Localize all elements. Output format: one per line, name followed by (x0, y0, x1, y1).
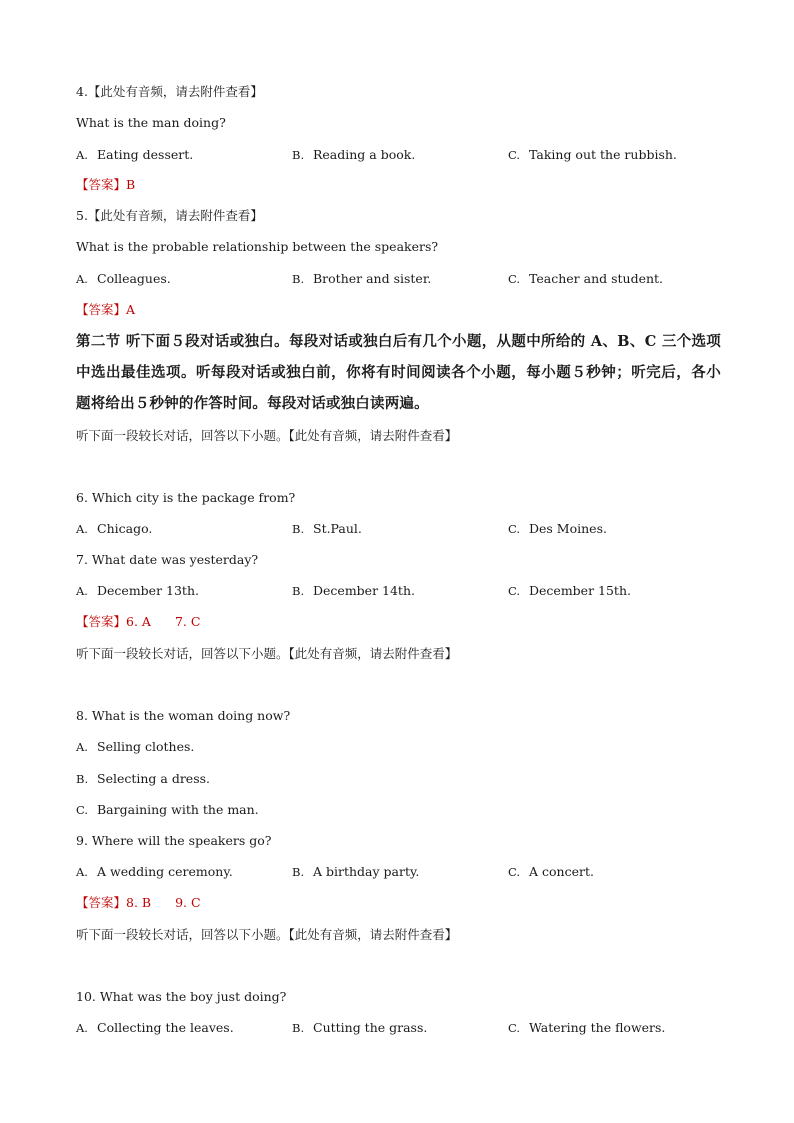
option-label: A. (76, 148, 88, 162)
group3-intro: 听下面一段较长对话，回答以下小题。【此处有音频，请去附件查看】 (76, 927, 458, 942)
q5-question: What is the probable relationship between the speakers? (76, 239, 439, 254)
q5-option-a (76, 271, 171, 287)
option-label: B. (292, 522, 305, 536)
option-text: A concert. (529, 864, 594, 879)
q6-options (76, 521, 736, 537)
option-text: Eating dessert. (97, 147, 194, 162)
option-text: A birthday party. (313, 864, 420, 879)
option-label: B. (76, 772, 89, 786)
q7-option-b (292, 583, 415, 599)
q7-option-a (76, 583, 199, 599)
q4-option-c (508, 147, 677, 163)
option-text: Selling clothes. (97, 739, 195, 754)
option-label: C. (508, 584, 521, 598)
option-text: December 15th. (529, 583, 631, 598)
option-label: C. (508, 148, 521, 162)
answer-tag: 【答案】 (76, 302, 127, 317)
q8-option-c (76, 802, 259, 818)
q7-question: 7. What date was yesterday? (76, 552, 259, 567)
q4-answer (76, 177, 135, 193)
option-text: December 14th. (313, 583, 415, 598)
option-label: C. (508, 1021, 521, 1035)
option-label: C. (508, 522, 521, 536)
q4-option-a (76, 147, 193, 163)
q9-options (76, 864, 736, 880)
q9-option-b (292, 864, 419, 880)
option-label: B. (292, 272, 305, 286)
option-label: A. (76, 865, 88, 879)
option-text: Bargaining with the man. (97, 802, 259, 817)
answer-value-8: 8. B (126, 895, 152, 910)
answer-value-9: 9. C (175, 895, 201, 910)
q5-answer (76, 302, 135, 318)
q10-question: 10. What was the boy just doing? (76, 989, 287, 1004)
q9-option-a (76, 864, 233, 880)
option-text: Chicago. (97, 521, 153, 536)
option-label: A. (76, 522, 88, 536)
q9-question: 9. Where will the speakers go? (76, 833, 272, 848)
q7-option-c (508, 583, 631, 599)
q10-option-c (508, 1020, 665, 1036)
option-text: Watering the flowers. (529, 1020, 666, 1035)
option-text: Selecting a dress. (97, 771, 211, 786)
q10-option-b (292, 1020, 427, 1036)
option-text: December 13th. (97, 583, 199, 598)
answer-tag: 【答案】 (76, 895, 127, 910)
q4-title: 4.【此处有音频，请去附件查看】 (76, 84, 263, 99)
q5-option-c (508, 271, 663, 287)
answer-tag: 【答案】 (76, 614, 127, 629)
option-text: Teacher and student. (529, 271, 664, 286)
group1-answer (76, 614, 200, 630)
option-label: A. (76, 740, 88, 754)
option-text: Des Moines. (529, 521, 607, 536)
group2-intro: 听下面一段较长对话，回答以下小题。【此处有音频，请去附件查看】 (76, 646, 458, 661)
q10-options (76, 1020, 736, 1036)
answer-tag: 【答案】 (76, 177, 127, 192)
option-text: Taking out the rubbish. (529, 147, 677, 162)
q10-option-a (76, 1020, 234, 1036)
q6-option-c (508, 521, 607, 537)
q9-option-c (508, 864, 594, 880)
group1-intro: 听下面一段较长对话，回答以下小题。【此处有音频，请去附件查看】 (76, 428, 458, 443)
q8-question: 8. What is the woman doing now? (76, 708, 291, 723)
option-text: Brother and sister. (313, 271, 432, 286)
option-label: C. (76, 803, 89, 817)
answer-value-7: 7. C (174, 614, 201, 629)
q5-option-b (292, 271, 431, 287)
q4-option-b (292, 147, 415, 163)
q6-option-b (292, 521, 362, 537)
q8-option-a (76, 739, 194, 755)
option-label: A. (76, 584, 88, 598)
option-text: Cutting the grass. (313, 1020, 428, 1035)
q5-title: 5.【此处有音频，请去附件查看】 (76, 208, 263, 223)
option-text: Collecting the leaves. (97, 1020, 234, 1035)
option-label: A. (76, 1021, 88, 1035)
q4-options (76, 147, 736, 163)
option-label: B. (292, 148, 305, 162)
q8-option-b (76, 771, 210, 787)
q6-question: 6. Which city is the package from? (76, 490, 296, 505)
option-label: C. (508, 272, 521, 286)
q7-options (76, 583, 736, 599)
section-2-heading: 第二节 听下面５段对话或独白。每段对话或独白后有几个小题，从题中所给的 A、B、C 三个选项中选出最佳选项。听每段对话或独白前，你将有时间阅读各个小题，每小题５秒钟；听完后，各小题将给出５秒钟的作答时间。每段对话或独白读两遍。 (76, 333, 721, 412)
option-label: B. (292, 1021, 305, 1035)
option-label: B. (292, 865, 305, 879)
option-text: Colleagues. (97, 271, 171, 286)
q5-options (76, 271, 736, 287)
answer-value: B (126, 177, 136, 192)
q4-question: What is the man doing? (76, 115, 226, 130)
option-text: A wedding ceremony. (97, 864, 233, 879)
answer-value: A (126, 302, 136, 317)
option-label: A. (76, 272, 88, 286)
q6-option-a (76, 521, 152, 537)
group2-answer (76, 895, 201, 911)
option-text: St.Paul. (313, 521, 362, 536)
option-text: Reading a book. (313, 147, 416, 162)
answer-value-6: 6. A (126, 614, 151, 629)
option-label: C. (508, 865, 521, 879)
option-label: B. (292, 584, 305, 598)
